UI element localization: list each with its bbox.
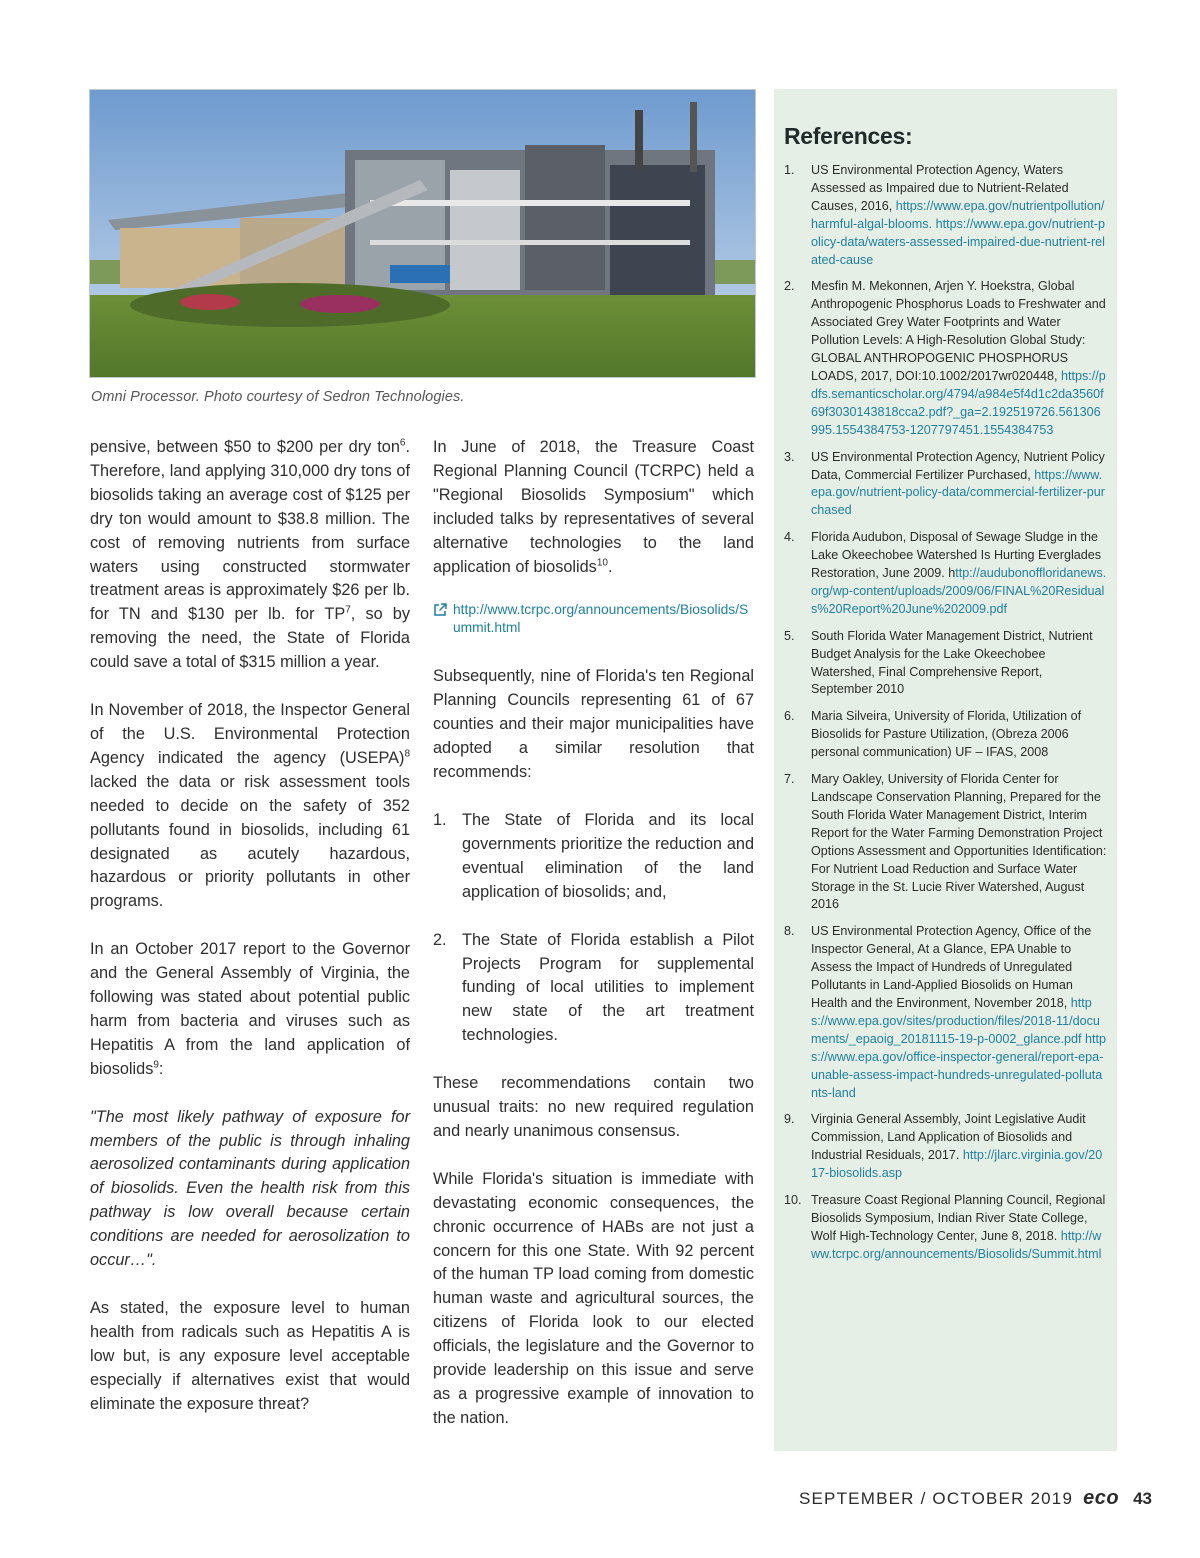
external-link-icon	[433, 603, 447, 617]
photo-caption: Omni Processor. Photo courtesy of Sedron Technologies.	[91, 389, 465, 405]
paragraph: As stated, the exposure level to human health from radicals such as Hepatitis A is low but, is any exposure level acceptable especially if alternatives exist that would eliminate the exposure threat?	[90, 1299, 410, 1413]
paragraph: While Florida's situation is immediate with devastating economic consequences, the chronic occurrence of HABs are not just a concern for this one State. With 92 percent of the human TP load coming from domestic human waste and agricultural sources, the citizens of Florida look to our elected officials, the legislature and the Governor to provide leadership on this issue and serve as a progressive example of innovation to the nation.	[433, 1169, 754, 1427]
reference-item: 8. US Environmental Protection Agency, Office of the Inspector General, At a Glance, EPA Unable to Assess the Impact of Hundreds of Unregulated Pollutants in Land-Applied Biosolids on Human Health and the Environment, November 2018, https://www.epa.gov/sites/production/files/2018-11/documents/_epaoig_20181115-19-p-0002_glance.pdf https://www.epa.gov/office-inspector-general/report-epa-unable-assess-impact-hundreds-unregulated-pollutants-land	[784, 924, 1107, 1100]
list-item: 2. The State of Florida establish a Pilot Projects Program for supplemental funding of local utilities to implement new state of the art treatment technologies.	[433, 930, 754, 1045]
article-column-1	[90, 436, 410, 1441]
article-column-2	[433, 436, 754, 1455]
paragraph: In June of 2018, the Treasure Coast Regional Planning Council (TCRPC) held a "Regional Biosolids Symposium" which included talks by representatives of several alternative technologies to the land application of biosolids$^{10}$.	[433, 438, 754, 576]
issue-date: SEPTEMBER / OCTOBER 2019	[798, 1489, 1074, 1508]
reference-item: 4. Florida Audubon, Disposal of Sewage Sludge in the Lake Okeechobee Watershed Is Hurting Everglades Restoration, June 2009. http://audubonoffloridanews.org/wp-content/uploads/2009/06/FINAL%20Residuals%20Report%20June%202009.pdf	[784, 530, 1107, 616]
references-list	[784, 162, 1107, 1264]
reference-item: 2. Mesfin M. Mekonnen, Arjen Y. Hoekstra, Global Anthropogenic Phosphorus Loads to Freshwater and Associated Grey Water Footprints and Water Pollution Levels: A High-Resolution Global Study: GLOBAL ANTHROPOGENIC PHOSPHORUS LOADS, 2017, DOI:10.1002/2017wr020448, https://pdfs.semanticscholar.org/4794/a984e5f4d1c2da3560f69f3030143818cca2.pdf?_ga=2.192519726.561306995.1554384753-1207797451.1554384753	[784, 279, 1106, 437]
reference-link[interactable]: https://pdfs.semanticscholar.org/4794/a984e5f4d1c2da3560f69f3030143818cca2.pdf?_ga=2.192519726.561306995.1554384753-1207797451.1554384753	[811, 368, 1106, 437]
page-number: 43	[1133, 1489, 1152, 1508]
reference-link[interactable]: https://www.epa.gov/nutrientpollution/harmful-algal-blooms. https://www.epa.gov/nutrient-policy-data/waters-assessed-impaired-due-nutrient-related-cause	[811, 198, 1105, 267]
reference-item: 9. Virginia General Assembly, Joint Legislative Audit Commission, Land Application of Biosolids and Industrial Residuals, 2017. http://jlarc.virginia.gov/2017-biosolids.asp	[784, 1112, 1103, 1181]
paragraph: pensive, between $50 to $200 per dry ton$^6$. Therefore, land applying 310,000 dry tons of biosolids taking an average cost of $125 per dry ton would amount to $38.8 million. The cost of removing nutrients from surface waters using constructed stormwater treatment areas is approximately $26 per lb. for TN and $130 per lb. for $TP^7$, so by removing the need, the State of Florida could save a total of $315 million a year.	[90, 437, 410, 672]
paragraph: Subsequently, nine of Florida's ten Regional Planning Councils representing 61 of 67 counties and their major municipalities have adopted a similar resolution that recommends:	[433, 667, 754, 782]
paragraph: In an October 2017 report to the Governor and the General Assembly of Virginia, the following was stated about potential public harm from bacteria and viruses such as Hepatitis A from the land application of biosolids$^9$:	[90, 940, 410, 1078]
list-item: 1. The State of Florida and its local governments prioritize the reduction and eventual elimination of the land application of biosolids; and,	[433, 810, 754, 901]
reference-item: 7. Mary Oakley, University of Florida Center for Landscape Conservation Planning, Prepared for the South Florida Water Management District, Interim Report for the Water Farming Demonstration Project Options Assessment and Opportunities Identification: For Nutrient Load Reduction and Surface Water Storage in the St. Lucie River Watershed, August 2016	[784, 772, 1107, 912]
external-link[interactable]	[433, 601, 754, 637]
reference-link[interactable]: https://www.epa.gov/nutrient-policy-data/commercial-fertilizer-purchased	[811, 467, 1105, 518]
recommendations-list	[433, 809, 754, 1048]
reference-item: 10. Treasure Coast Regional Planning Council, Regional Biosolids Symposium, Indian River State College, Wolf High-Technology Center, June 8, 2018. http://www.tcrpc.org/announcements/Biosolids/Summit.html	[784, 1193, 1106, 1261]
reference-link[interactable]: https://www.epa.gov/sites/production/files/2018-11/documents/_epaoig_20181115-19-p-0002_glance.pdf https://www.epa.gov/office-inspector-general/report-epa-unable-assess-impact-hundreds-unregulated-pollutants-land	[811, 995, 1107, 1100]
references-title: References:	[784, 123, 913, 149]
magazine-logo: eco	[1083, 1487, 1120, 1509]
references-panel	[774, 89, 1117, 1451]
reference-item: 5. South Florida Water Management District, Nutrient Budget Analysis for the Lake Okeechobee Watershed, Final Comprehensive Report, September 2010	[784, 628, 1093, 697]
omni-processor-photo	[89, 89, 756, 378]
reference-link[interactable]: http://www.tcrpc.org/announcements/Biosolids/Summit.html	[811, 1228, 1102, 1261]
reference-item: 1. US Environmental Protection Agency, Waters Assessed as Impaired due to Nutrient-Related Causes, 2016, https://www.epa.gov/nutrientpollution/harmful-algal-blooms. https://www.epa.gov/nutrient-policy-data/waters-assessed-impaired-due-nutrient-related-cause	[784, 163, 1105, 267]
reference-link[interactable]: ttp://audubonoffloridanews.org/wp-content/uploads/2009/06/FINAL%20Residuals%20Report%20June%202009.pdf	[811, 566, 1107, 616]
quote-paragraph: "The most likely pathway of exposure for members of the public is through inhaling aerosolized contaminants during application of biosolids. Even the health risk from this pathway is low overall because certain conditions are needed for aerosolization to occur…".	[90, 1107, 410, 1270]
paragraph: In November of 2018, the Inspector General of the U.S. Environmental Protection Agency indicated the agency (USEPA)$^8$ lacked the data or risk assessment tools needed to decide on the safety of 352 pollutants found in biosolids, including 61 designated as acutely hazardous, hazardous or priority pollutants in other programs.	[90, 701, 410, 911]
paragraph: These recommendations contain two unusual traits: no new required regulation and nearly unanimous consensus.	[433, 1074, 754, 1140]
reference-item: 6. Maria Silveira, University of Florida, Utilization of Biosolids for Pasture Utilization, (Obreza 2006 personal communication) UF – IFAS, 2008	[784, 709, 1082, 760]
external-link-text[interactable]: http://www.tcrpc.org/announcements/Biosolids/Summit.html	[453, 602, 749, 636]
page-footer	[799, 1487, 1152, 1510]
reference-item: 3. US Environmental Protection Agency, Nutrient Policy Data, Commercial Fertilizer Purchased, https://www.epa.gov/nutrient-policy-data/commercial-fertilizer-purchased	[784, 449, 1105, 518]
reference-link[interactable]: http://jlarc.virginia.gov/2017-biosolids.asp	[811, 1148, 1103, 1181]
